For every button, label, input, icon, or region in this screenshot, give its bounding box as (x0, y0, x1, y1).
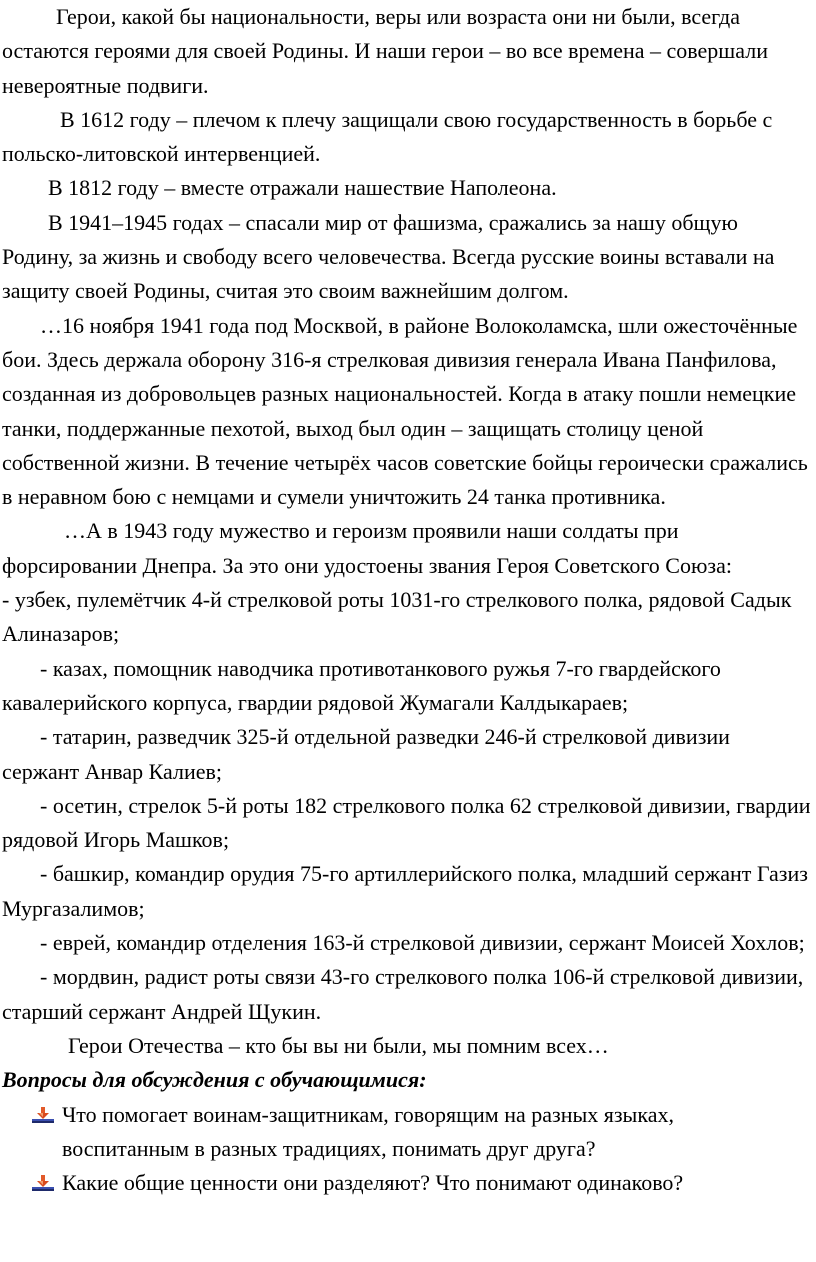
question-item (0, 1166, 816, 1200)
questions-list (0, 1098, 816, 1201)
intro-paragraph: Герои, какой бы национальности, веры или возраста они ни были, всегда остаются героями для своей Родины. И наши герои – во все времена – совершали невероятные подвиги. (2, 4, 768, 98)
hero-item: - осетин, стрелок 5-й роты 182 стрелкового полка 62 стрелковой дивизии, гвардии рядовой Игорь Машков; (2, 792, 811, 853)
question-text: Что помогает воинам-защитникам, говорящим на разных языках, воспитанным в разных традициях, понимать друг друга? (62, 1101, 674, 1161)
paragraph-1941: В 1941–1945 годах – спасали мир от фашизма, сражались за нашу общую Родину, за жизнь и свободу всего человечества. Всегда русские воины вставали на защиту своей Родины, считая это своим важнейшим долгом. (2, 209, 775, 304)
hero-item: - узбек, пулемётчик 4-й стрелковой роты 1031-го стрелкового полка, рядовой Садык Алиназаров; (2, 587, 792, 647)
question-text: Какие общие ценности они разделяют? Что понимают одинаково? (62, 1170, 684, 1196)
hero-item: - башкир, командир орудия 75-го артиллерийского полка, младший сержант Газиз Мургазалимов; (2, 861, 808, 921)
questions-heading: Вопросы для обсуждения с обучающимися: (2, 1067, 427, 1093)
paragraph-moscow-battle: …16 ноября 1941 года под Москвой, в районе Волоколамска, шли ожесточённые бои. Здесь держала оборону 316-я стрелковая дивизия генерала Ивана Панфилова, созданная из добровольцев разных национальностей. Когда в атаку пошли немецкие танки, поддержанные пехотой, выход был один – защищать столицу ценой собственной жизни. В течение четырёх часов советские бойцы героически сражались в неравном бою с немцами и сумели уничтожить 24 танка противника. (2, 312, 808, 510)
question-item (0, 1098, 816, 1167)
paragraph-dnieper: …А в 1943 году мужество и героизм проявили наши солдаты при форсировании Днепра. За это они удостоены звания Героя Советского Союза: (2, 518, 732, 578)
hero-item: - еврей, командир отделения 163-й стрелковой дивизии, сержант Моисей Хохлов; (40, 930, 805, 956)
hero-item: - казах, помощник наводчика противотанкового ружья 7-го гвардейского кавалерийского корпуса, гвардии рядовой Жумагали Калдыкараев; (2, 655, 721, 715)
paragraph-1612: В 1612 году – плечом к плечу защищали свою государственность в борьбе с польско-литовской интервенцией. (2, 106, 773, 167)
closing-line: Герои Отечества – кто бы вы ни были, мы помним всех… (68, 1032, 609, 1058)
hero-item: - мордвин, радист роты связи 43-го стрелкового полка 106-й стрелковой дивизии, старший сержант Андрей Щукин. (2, 964, 804, 1024)
down-arrow-bullet-icon (32, 1174, 54, 1192)
paragraph-1812: В 1812 году – вместе отражали нашествие Наполеона. (48, 175, 557, 201)
down-arrow-bullet-icon (32, 1106, 54, 1124)
hero-item: - татарин, разведчик 325-й отдельной разведки 246-й стрелковой дивизии сержант Анвар Калиев; (2, 724, 730, 784)
